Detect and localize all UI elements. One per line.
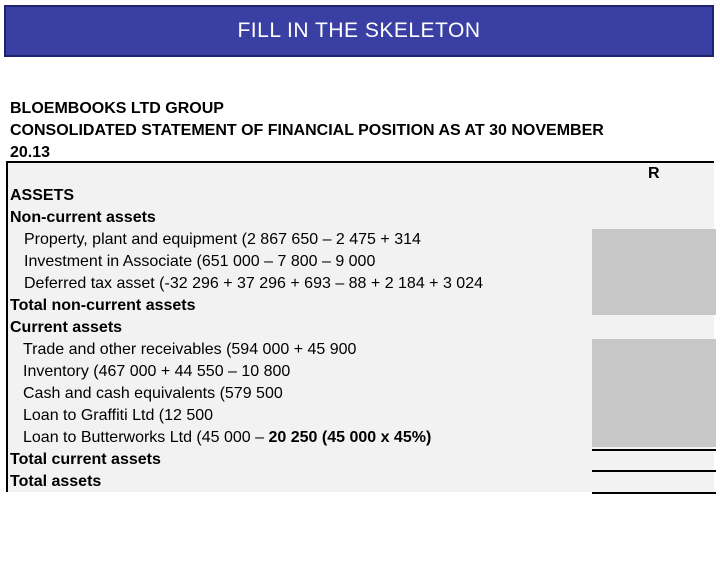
statement-header [10, 98, 710, 164]
title-banner [4, 5, 714, 57]
financial-position-table [6, 161, 714, 492]
row-total-non-current: Total non-current assets [10, 297, 196, 314]
answer-block-non-current [592, 229, 716, 315]
row-total-assets: Total assets [10, 473, 102, 490]
row-assets: ASSETS [10, 187, 75, 204]
row-loan-graffiti: Loan to Graffiti Ltd (12 500 [23, 407, 214, 424]
total-assets-line-bottom [592, 492, 716, 494]
row-inventory: Inventory (467 000 + 44 550 – 10 800 [23, 363, 291, 380]
row-ppe: Property, plant and equipment (2 867 650 – 2 475 + 314 [24, 231, 421, 248]
row-cash: Cash and cash equivalents (579 500 [23, 385, 283, 402]
row-investment-associate: Investment in Associate (651 000 – 7 800 – 9 000 [24, 253, 376, 270]
total-current-line-top [592, 449, 716, 451]
row-total-current: Total current assets [10, 451, 161, 468]
row-non-current-assets: Non-current assets [10, 209, 156, 226]
row-trade-receivables: Trade and other receivables (594 000 + 45 900 [23, 341, 357, 358]
row-loan-butterworks [23, 427, 431, 449]
statement-title-line2: 20.13 [10, 144, 51, 161]
banner-title: FILL IN THE SKELETON [237, 19, 481, 42]
loan-butterworks-bold: 20 250 (45 000 x 45%) [268, 429, 432, 446]
statement-title-line1: CONSOLIDATED STATEMENT OF FINANCIAL POSITION AS AT 30 NOVEMBER [10, 122, 604, 139]
row-current-assets: Current assets [10, 319, 123, 336]
loan-butterworks-label: Loan to Butterworks Ltd (45 000 – [23, 429, 269, 446]
currency-column-header: R [648, 165, 660, 182]
total-assets-line-top [592, 470, 716, 472]
company-name: BLOEMBOOKS LTD GROUP [10, 100, 224, 117]
answer-block-current [592, 339, 716, 447]
row-deferred-tax: Deferred tax asset (-32 296 + 37 296 + 693 – 88 + 2 184 + 3 024 [24, 275, 483, 292]
